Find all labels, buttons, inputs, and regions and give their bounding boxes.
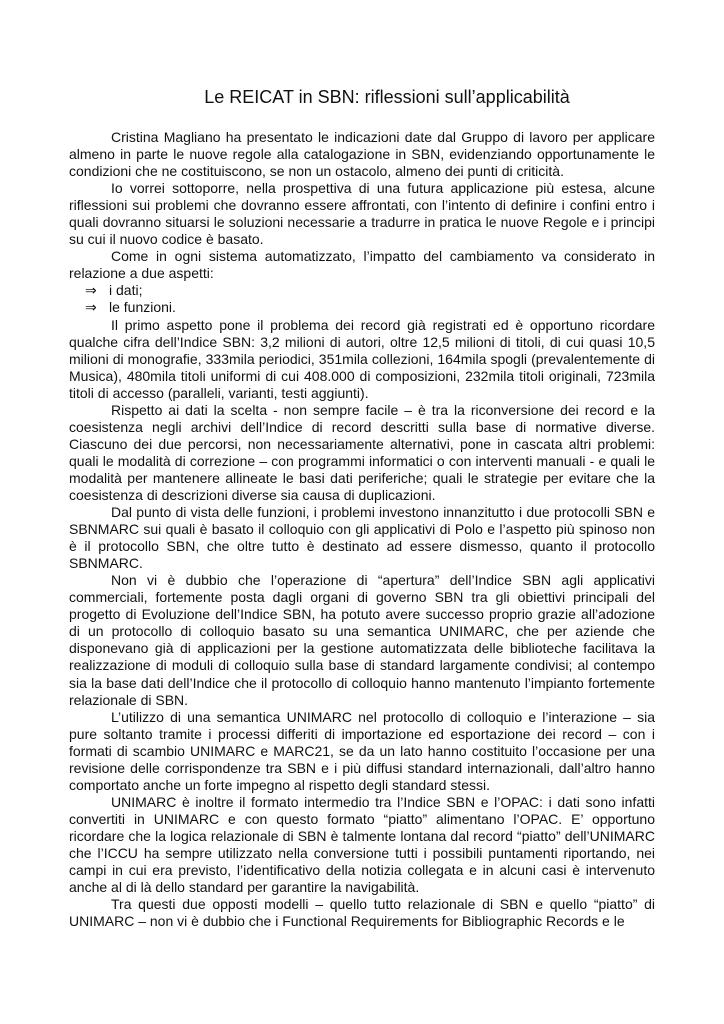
double-arrow-icon: ⇒ (85, 282, 97, 299)
paragraph-4: Il primo aspetto pone il problema dei record già registrati ed è opportuno ricordare qualche cifra dell’Indice SBN: 3,2 milioni di autori, oltre 12,5 milioni di titoli, di cui quasi 10,5 milioni di monografie, 333mila periodici, 351mila collezioni, 164mila spogli (prevalentemente di Musica), 480mila titoli uniformi di cui 408.000 di composizioni, 232mila titoli originali, 723mila titoli di accesso (paralleli, varianti, testi aggiunti). (69, 316, 655, 401)
list-item (69, 282, 655, 299)
paragraph-1: Cristina Magliano ha presentato le indicazioni date dal Gruppo di lavoro per applicare almeno in parte le nuove regole alla catalogazione in SBN, evidenziando opportunamente le condizioni che ne costituiscono, se non un ostacolo, almeno dei punti di criticità. (69, 129, 655, 180)
paragraph-9: UNIMARC è inoltre il formato intermedio tra l’Indice SBN e l’OPAC: i dati sono infatti convertiti in UNIMARC e con questo formato “piatto” alimentano l’OPAC. E’ opportuno ricordare che la logica relazionale di SBN è talmente lontana dal record “piatto” dell’UNIMARC che l’ICCU ha sempre utilizzato nella conversione tutti i possibili puntamenti riportando, nei campi in cui era previsto, l’identificativo della notizia collegata e in alcuni casi è intervenuto anche al di là dello standard per garantire la navigabilità. (69, 793, 655, 896)
aspects-list (69, 282, 655, 316)
paragraph-8: L’utilizzo di una semantica UNIMARC nel protocollo di colloquio e l’interazione – sia pure soltanto tramite i processi differiti di importazione ed esportazione dei record – con i formati di scambio UNIMARC e MARC21, se da un lato hanno costituito l’occasione per una revisione delle corrispondenze tra SBN e i più diffusi standard internazionali, dall’altro hanno comportato anche un forte impegno al rispetto degli standard stessi. (69, 708, 655, 793)
paragraph-2: Io vorrei sottoporre, nella prospettiva di una futura applicazione più estesa, alcune riflessioni sui problemi che dovranno essere affrontati, con l’intento di definire i confini entro i quali dovranno situarsi le soluzioni necessarie a tradurre in pratica le nuove Regole e i principi su cui il nuovo codice è basato. (69, 180, 655, 248)
paragraph-5: Rispetto ai dati la scelta - non sempre facile – è tra la riconversione dei record e la coesistenza negli archivi dell’Indice di record descritti sulla base di normative diverse. Ciascuno dei due percorsi, non necessariamente alternativi, pone in cascata altri problemi: quali le modalità di correzione – con programmi informatici o con interventi manuali - e quali le modalità per mantenere allineate le basi dati periferiche; quali le strategie per evitare che la coesistenza di descrizioni diverse sia causa di duplicazioni. (69, 401, 655, 503)
list-item-text: le funzioni. (109, 299, 176, 316)
list-item (69, 299, 655, 316)
paragraph-3: Come in ogni sistema automatizzato, l’impatto del cambiamento va considerato in relazione a due aspetti: (69, 248, 655, 282)
document-title: Le REICAT in SBN: riflessioni sull’applicabilità (204, 87, 570, 107)
document-page (69, 86, 655, 930)
paragraph-10: Tra questi due opposti modelli – quello tutto relazionale di SBN e quello “piatto” di UNIMARC – non vi è dubbio che i Functional Requirements for Bibliographic Records e le (69, 896, 655, 930)
paragraph-6: Dal punto di vista delle funzioni, i problemi investono innanzitutto i due protocolli SBN e SBNMARC sui quali è basato il colloquio con gli applicativi di Polo e l’aspetto più spinoso non è il protocollo SBN, che oltre tutto è destinato ad essere dismesso, quanto il protocollo SBNMARC. (69, 504, 655, 572)
list-item-text: i dati; (109, 282, 143, 299)
double-arrow-icon: ⇒ (85, 299, 97, 316)
paragraph-7: Non vi è dubbio che l’operazione di “apertura” dell’Indice SBN agli applicativi commerciali, fortemente posta dagli organi di governo SBN tra gli obiettivi principali del progetto di Evoluzione dell’Indice SBN, ha potuto avere successo proprio grazie all’adozione di un protocollo di colloquio basato su una semantica UNIMARC, che per aziende che disponevano già di applicazioni per la gestione automatizzata delle biblioteche facilitava la realizzazione di moduli di colloquio sulla base di standard largamente condivisi; al contempo sia la base dati dell’Indice che il protocollo di colloquio hanno mantenuto l’impianto fortemente relazionale di SBN. (69, 572, 655, 708)
